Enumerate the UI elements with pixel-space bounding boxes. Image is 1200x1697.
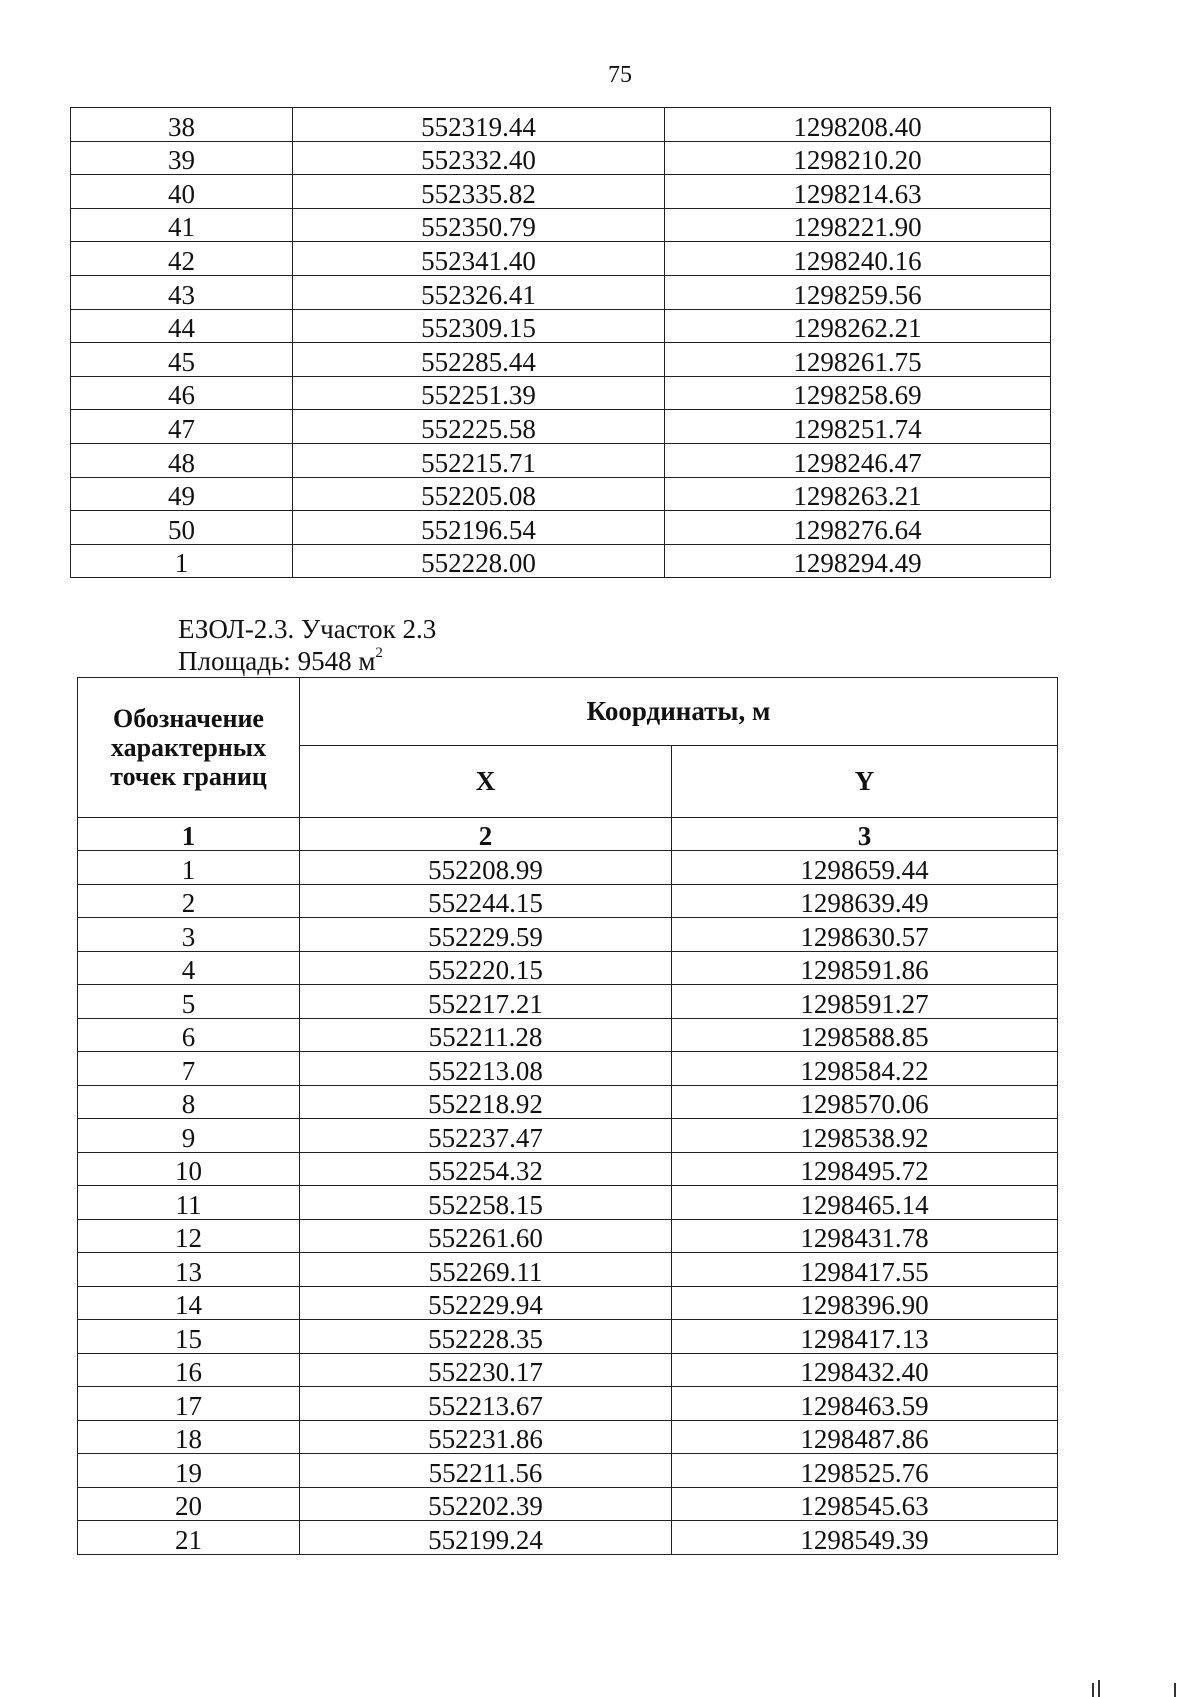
table-row xyxy=(71,477,1051,511)
point-number-cell: 14 xyxy=(78,1286,300,1320)
x-coordinate-cell: 552231.86 xyxy=(300,1420,672,1454)
y-coordinate-cell: 1298487.86 xyxy=(672,1420,1058,1454)
x-coordinate-cell: 552230.17 xyxy=(300,1353,672,1387)
point-number-cell: 42 xyxy=(71,242,293,276)
column-number-row xyxy=(78,818,1058,851)
point-number-cell: 16 xyxy=(78,1353,300,1387)
point-number-cell: 38 xyxy=(71,108,293,142)
y-coordinate-cell: 1298495.72 xyxy=(672,1152,1058,1186)
table-row xyxy=(78,1320,1058,1354)
page-number: 75 xyxy=(608,62,632,88)
table-row xyxy=(71,309,1051,343)
table-row xyxy=(78,1018,1058,1052)
x-coordinate-cell: 552202.39 xyxy=(300,1487,672,1521)
table-row xyxy=(71,410,1051,444)
x-coordinate-cell: 552332.40 xyxy=(293,141,665,175)
point-number-cell: 20 xyxy=(78,1487,300,1521)
point-number-cell: 17 xyxy=(78,1387,300,1421)
x-coordinate-cell: 552208.99 xyxy=(300,851,672,885)
y-coordinate-cell: 1298251.74 xyxy=(665,410,1051,444)
point-number-cell: 50 xyxy=(71,511,293,545)
y-coordinate-cell: 1298570.06 xyxy=(672,1085,1058,1119)
point-number-cell: 15 xyxy=(78,1320,300,1354)
header-y: Y xyxy=(672,746,1058,818)
y-coordinate-cell: 1298263.21 xyxy=(665,477,1051,511)
table-row xyxy=(78,918,1058,952)
y-coordinate-cell: 1298262.21 xyxy=(665,309,1051,343)
table-row xyxy=(78,1387,1058,1421)
x-coordinate-cell: 552251.39 xyxy=(293,376,665,410)
table-row xyxy=(71,511,1051,545)
column-number-2: 2 xyxy=(300,818,672,851)
x-coordinate-cell: 552237.47 xyxy=(300,1119,672,1153)
x-coordinate-cell: 552199.24 xyxy=(300,1521,672,1555)
table-row xyxy=(78,851,1058,885)
point-number-cell: 41 xyxy=(71,208,293,242)
y-coordinate-cell: 1298214.63 xyxy=(665,175,1051,209)
scan-artifact xyxy=(1092,1683,1094,1697)
table-row xyxy=(71,443,1051,477)
table-row xyxy=(78,1253,1058,1287)
y-coordinate-cell: 1298208.40 xyxy=(665,108,1051,142)
coordinates-table-plot-2-3 xyxy=(77,677,1058,1555)
point-number-cell: 49 xyxy=(71,477,293,511)
x-coordinate-cell: 552211.56 xyxy=(300,1454,672,1488)
x-coordinate-cell: 552350.79 xyxy=(293,208,665,242)
x-coordinate-cell: 552319.44 xyxy=(293,108,665,142)
table-row xyxy=(78,1286,1058,1320)
x-coordinate-cell: 552220.15 xyxy=(300,951,672,985)
x-coordinate-cell: 552341.40 xyxy=(293,242,665,276)
y-coordinate-cell: 1298294.49 xyxy=(665,544,1051,578)
point-number-cell: 11 xyxy=(78,1186,300,1220)
column-number-3: 3 xyxy=(672,818,1058,851)
y-coordinate-cell: 1298431.78 xyxy=(672,1219,1058,1253)
table-row xyxy=(78,1420,1058,1454)
y-coordinate-cell: 1298545.63 xyxy=(672,1487,1058,1521)
table-row xyxy=(71,376,1051,410)
x-coordinate-cell: 552211.28 xyxy=(300,1018,672,1052)
y-coordinate-cell: 1298210.20 xyxy=(665,141,1051,175)
x-coordinate-cell: 552225.58 xyxy=(293,410,665,444)
x-coordinate-cell: 552335.82 xyxy=(293,175,665,209)
x-coordinate-cell: 552229.94 xyxy=(300,1286,672,1320)
y-coordinate-cell: 1298549.39 xyxy=(672,1521,1058,1555)
point-number-cell: 8 xyxy=(78,1085,300,1119)
y-coordinate-cell: 1298221.90 xyxy=(665,208,1051,242)
table-row xyxy=(78,1219,1058,1253)
table-row xyxy=(71,343,1051,377)
x-coordinate-cell: 552196.54 xyxy=(293,511,665,545)
table-row xyxy=(78,1052,1058,1086)
y-coordinate-cell: 1298396.90 xyxy=(672,1286,1058,1320)
point-number-cell: 44 xyxy=(71,309,293,343)
header-designation: Обозначение характерных точек границ xyxy=(78,678,300,818)
point-number-cell: 46 xyxy=(71,376,293,410)
point-number-cell: 6 xyxy=(78,1018,300,1052)
y-coordinate-cell: 1298417.13 xyxy=(672,1320,1058,1354)
y-coordinate-cell: 1298432.40 xyxy=(672,1353,1058,1387)
y-coordinate-cell: 1298630.57 xyxy=(672,918,1058,952)
header-x: X xyxy=(300,746,672,818)
table-row xyxy=(78,1454,1058,1488)
x-coordinate-cell: 552326.41 xyxy=(293,275,665,309)
y-coordinate-cell: 1298659.44 xyxy=(672,851,1058,885)
point-number-cell: 10 xyxy=(78,1152,300,1186)
x-coordinate-cell: 552215.71 xyxy=(293,443,665,477)
x-coordinate-cell: 552218.92 xyxy=(300,1085,672,1119)
point-number-cell: 40 xyxy=(71,175,293,209)
y-coordinate-cell: 1298538.92 xyxy=(672,1119,1058,1153)
scan-artifact xyxy=(1174,1683,1176,1697)
area-caption xyxy=(178,646,383,677)
point-number-cell: 39 xyxy=(71,141,293,175)
y-coordinate-cell: 1298591.27 xyxy=(672,985,1058,1019)
point-number-cell: 12 xyxy=(78,1219,300,1253)
x-coordinate-cell: 552285.44 xyxy=(293,343,665,377)
table-row xyxy=(78,985,1058,1019)
x-coordinate-cell: 552229.59 xyxy=(300,918,672,952)
point-number-cell: 19 xyxy=(78,1454,300,1488)
point-number-cell: 43 xyxy=(71,275,293,309)
x-coordinate-cell: 552213.08 xyxy=(300,1052,672,1086)
column-number-1: 1 xyxy=(78,818,300,851)
y-coordinate-cell: 1298259.56 xyxy=(665,275,1051,309)
table1-body xyxy=(71,108,1051,578)
y-coordinate-cell: 1298276.64 xyxy=(665,511,1051,545)
area-value: 9548 м xyxy=(297,646,376,676)
x-coordinate-cell: 552254.32 xyxy=(300,1152,672,1186)
y-coordinate-cell: 1298525.76 xyxy=(672,1454,1058,1488)
table-row xyxy=(71,208,1051,242)
point-number-cell: 7 xyxy=(78,1052,300,1086)
y-coordinate-cell: 1298639.49 xyxy=(672,884,1058,918)
x-coordinate-cell: 552217.21 xyxy=(300,985,672,1019)
y-coordinate-cell: 1298258.69 xyxy=(665,376,1051,410)
point-number-cell: 13 xyxy=(78,1253,300,1287)
point-number-cell: 21 xyxy=(78,1521,300,1555)
point-number-cell: 4 xyxy=(78,951,300,985)
y-coordinate-cell: 1298417.55 xyxy=(672,1253,1058,1287)
y-coordinate-cell: 1298261.75 xyxy=(665,343,1051,377)
table-row xyxy=(78,951,1058,985)
point-number-cell: 9 xyxy=(78,1119,300,1153)
table2-body xyxy=(78,818,1058,1555)
point-number-cell: 1 xyxy=(78,851,300,885)
table-row xyxy=(71,108,1051,142)
section-title: ЕЗОЛ-2.3. Участок 2.3 xyxy=(178,614,437,644)
area-label: Площадь: xyxy=(178,646,291,676)
y-coordinate-cell: 1298246.47 xyxy=(665,443,1051,477)
table-row xyxy=(78,1487,1058,1521)
point-number-cell: 18 xyxy=(78,1420,300,1454)
y-coordinate-cell: 1298584.22 xyxy=(672,1052,1058,1086)
x-coordinate-cell: 552258.15 xyxy=(300,1186,672,1220)
x-coordinate-cell: 552213.67 xyxy=(300,1387,672,1421)
table-row xyxy=(71,242,1051,276)
y-coordinate-cell: 1298588.85 xyxy=(672,1018,1058,1052)
table-row xyxy=(71,275,1051,309)
x-coordinate-cell: 552244.15 xyxy=(300,884,672,918)
area-unit-superscript: 2 xyxy=(375,645,383,661)
x-coordinate-cell: 552228.00 xyxy=(293,544,665,578)
point-number-cell: 1 xyxy=(71,544,293,578)
point-number-cell: 48 xyxy=(71,443,293,477)
y-coordinate-cell: 1298591.86 xyxy=(672,951,1058,985)
point-number-cell: 47 xyxy=(71,410,293,444)
y-coordinate-cell: 1298463.59 xyxy=(672,1387,1058,1421)
table-row xyxy=(78,1119,1058,1153)
point-number-cell: 2 xyxy=(78,884,300,918)
header-coordinates: Координаты, м xyxy=(300,678,1058,746)
point-number-cell: 45 xyxy=(71,343,293,377)
table-row xyxy=(71,175,1051,209)
x-coordinate-cell: 552309.15 xyxy=(293,309,665,343)
y-coordinate-cell: 1298240.16 xyxy=(665,242,1051,276)
y-coordinate-cell: 1298465.14 xyxy=(672,1186,1058,1220)
table-row xyxy=(78,1085,1058,1119)
table-row xyxy=(78,1152,1058,1186)
scan-artifact xyxy=(1098,1680,1100,1697)
x-coordinate-cell: 552261.60 xyxy=(300,1219,672,1253)
point-number-cell: 5 xyxy=(78,985,300,1019)
table-row xyxy=(71,141,1051,175)
table-row xyxy=(78,1353,1058,1387)
coordinates-table-continued xyxy=(70,107,1051,578)
x-coordinate-cell: 552205.08 xyxy=(293,477,665,511)
table-row xyxy=(78,1186,1058,1220)
table-row xyxy=(78,1521,1058,1555)
x-coordinate-cell: 552269.11 xyxy=(300,1253,672,1287)
table-row xyxy=(78,884,1058,918)
point-number-cell: 3 xyxy=(78,918,300,952)
x-coordinate-cell: 552228.35 xyxy=(300,1320,672,1354)
table-row xyxy=(71,544,1051,578)
